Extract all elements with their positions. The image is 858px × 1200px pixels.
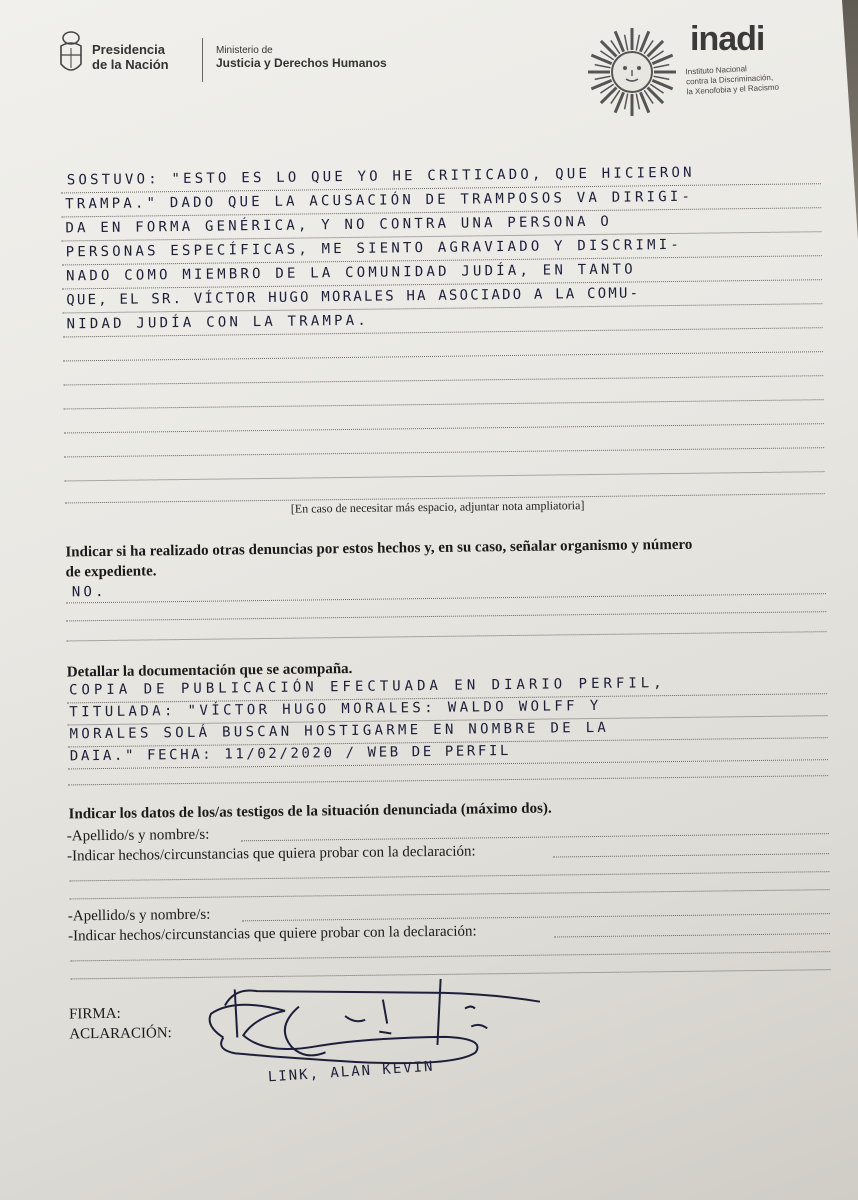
other-complaints-question-line1: Indicar si ha realizado otras denuncias por estos hechos y, en su caso, señalar organismo y número (65, 536, 693, 561)
documentation-question: Detallar la documentación que se acompaña. (66, 660, 353, 681)
statement-line-5: NADO COMO MIEMBRO DE LA COMUNIDAD JUDÍA, EN TANTO (65, 261, 636, 285)
witness1-facts-label: -Indicar hechos/circunstancias que quiera probar con la declaración: (67, 843, 476, 865)
statement-line-7: NIDAD JUDÍA CON LA TRAMPA. (66, 312, 370, 333)
firma-label: FIRMA: (68, 1005, 121, 1023)
inadi-sub-line3: la Xenofobia y el Racismo (686, 82, 780, 97)
documentation-line-3: MORALES SOLÁ BUSCAN HOSTIGARME EN NOMBRE DE LA (69, 719, 610, 743)
space-note: [En caso de necesitar más espacio, adjuntar nota ampliatoria] (290, 498, 585, 516)
ministry-line2: Justicia y Derechos Humanos (216, 56, 387, 70)
ministry-line1: Ministerio de (216, 45, 273, 56)
statement-line-4: PERSONAS ESPECÍFICAS, ME SIENTO AGRAVIADO Y DISCRIMI- (65, 236, 683, 261)
statement-line-2: TRAMPA." DADO QUE LA ACUSACIÓN DE TRAMPOSOS VA DIRIGI- (65, 188, 694, 213)
documentation-line-4: DAIA." FECHA: 11/02/2020 / WEB DE PERFIL (69, 743, 512, 765)
statement-line-3: DA EN FORMA GENÉRICA, Y NO CONTRA UNA PERSONA O (65, 213, 613, 237)
inadi-logo: inadi (690, 20, 765, 58)
aclaracion-value: LINK, ALAN KEVIN (267, 1058, 435, 1086)
aclaracion-label: ACLARACIÓN: (69, 1025, 172, 1043)
documentation-line-1: COPIA DE PUBLICACIÓN EFECTUADA EN DIARIO PERFIL, (68, 675, 666, 699)
presidency-line1: Presidencia (92, 42, 165, 57)
inadi-sub-line2: contra la Discriminación, (685, 72, 774, 87)
witness1-name-label: -Apellido/s y nombre/s: (66, 826, 210, 845)
statement-line-6: QUE, EL SR. VÍCTOR HUGO MORALES HA ASOCIADO A LA COMU- (66, 285, 641, 309)
inadi-sub-line1: Instituto Nacional (685, 64, 748, 77)
presidency-line2: de la Nación (92, 57, 169, 72)
documentation-line-2: TITULADA: "VÍCTOR HUGO MORALES: WALDO WOLFF Y (69, 697, 602, 721)
other-complaints-answer: NO. (71, 583, 107, 601)
statement-line-1: SOSTUVO: "ESTO ES LO QUE YO HE CRITICADO, QUE HICIERON (66, 164, 695, 189)
other-complaints-question-line2: de expediente. (65, 563, 157, 581)
witness2-facts-label: -Indicar hechos/circunstancias que quiere probar con la declaración: (67, 923, 477, 945)
witness2-name-label: -Apellido/s y nombre/s: (67, 906, 211, 925)
witnesses-question: Indicar los datos de los/as testigos de la situación denunciada (máximo dos). (68, 800, 552, 823)
handwritten-signature (195, 974, 556, 1098)
